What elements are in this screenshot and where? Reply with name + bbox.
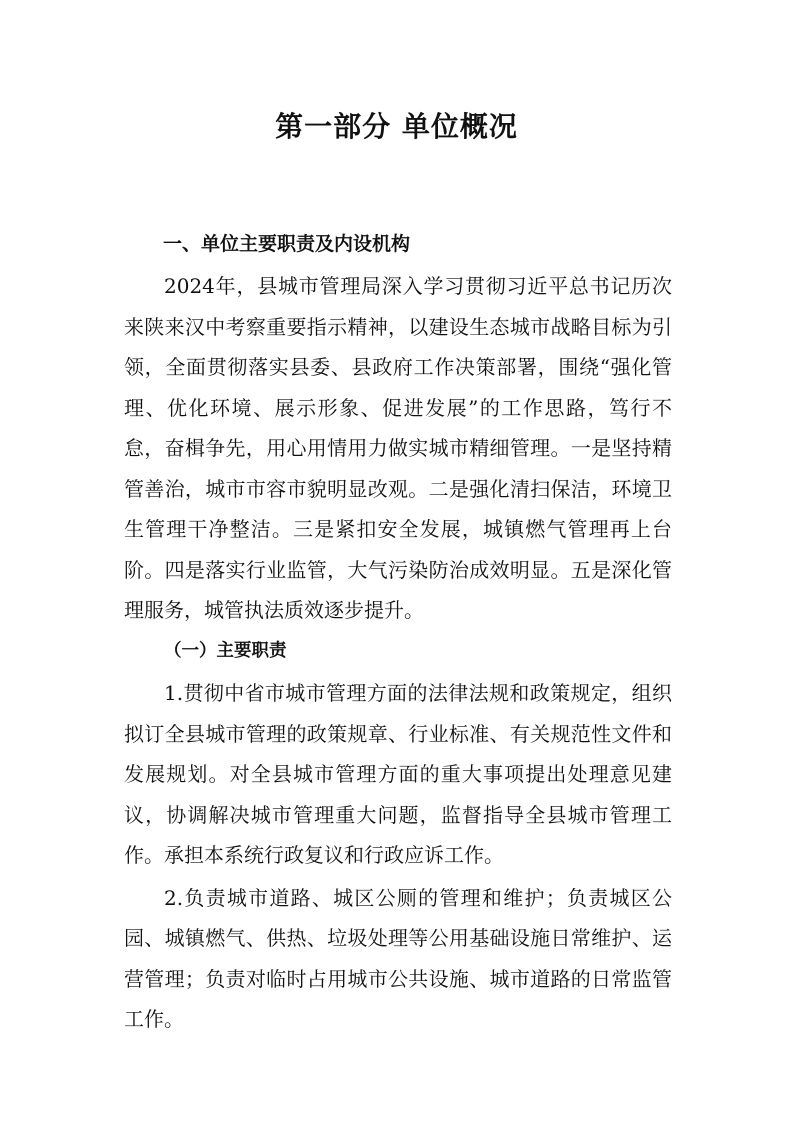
page-title: 第一部分 单位概况 [275, 110, 518, 143]
duty-item-2: 2.负责城市道路、城区公厕的管理和维护；负责城区公园、城镇燃气、供热、垃圾处理等公用基础设施日常维护、运营管理；负责对临时占用城市公共设施、城市道路的日常监管工作。 [124, 885, 672, 1031]
section-heading: 一、单位主要职责及内设机构 [163, 233, 411, 255]
duty-item-1: 1.贯彻中省市城市管理方面的法律法规和政策规定，组织拟订全县城市管理的政策规章、行业标准、有关规范性文件和发展规划。对全县城市管理方面的重大事项提出处理意见建议，协调解决城市管理重大问题，监督指导全县城市管理工作。承担本系统行政复议和行政应诉工作。 [124, 681, 672, 867]
intro-paragraph: 2024年，县城市管理局深入学习贯彻习近平总书记历次来陕来汉中考察重要指示精神，以建设生态城市战略目标为引领，全面贯彻落实县委、县政府工作决策部署，围绕“强化管理、优化环境、展示形象、促进发展”的工作思路，笃行不怠，奋楫争先，用心用情用力做实城市精细管理。一是坚持精管善治，城市市容市貌明显改观。二是强化清扫保洁，环境卫生管理干净整洁。三是紧扣安全发展，城镇燃气管理再上台阶。四是落实行业监管，大气污染防治成效明显。五是深化管理服务，城管执法质效逐步提升。 [124, 274, 672, 622]
sub-heading-main-duties: （一）主要职责 [164, 640, 287, 661]
document-body [124, 266, 672, 1040]
